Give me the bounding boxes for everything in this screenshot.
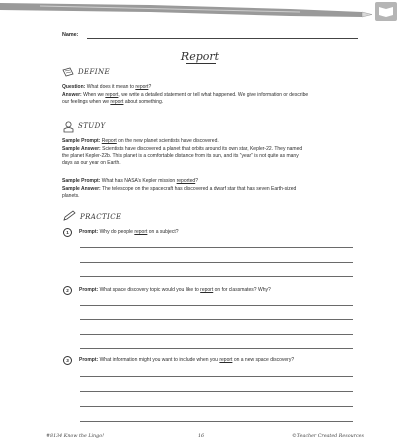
- answer-line[interactable]: [80, 334, 353, 335]
- answer-line[interactable]: [80, 406, 353, 407]
- practice-pencil-icon: [63, 210, 76, 221]
- practice-prompt-2: Prompt: What space discovery topic would you like to report on for classmates? Why?: [79, 287, 271, 293]
- footer-left: #8134 Know the Lingo!: [46, 434, 105, 439]
- study-answer-1: Sample Answer: Scientists have discovered a planet that orbits around its own star, Kepler-22. They named the planet Kepler-22b. This planet is a comfortable distance from its sun, and its “year” is not quite as many days as our year on Earth.: [62, 145, 303, 166]
- answer-line[interactable]: [80, 262, 353, 263]
- answer-line[interactable]: [80, 319, 353, 320]
- answer-line[interactable]: [80, 348, 353, 349]
- title-underline: [186, 63, 216, 64]
- define-note-icon: [62, 67, 74, 77]
- answer-line[interactable]: [80, 391, 353, 392]
- pencil-banner-icon: [0, 3, 372, 17]
- name-row: [62, 32, 358, 38]
- study-person-icon: [63, 121, 74, 133]
- footer-page-number: 16: [198, 434, 205, 439]
- study-answer-2: Sample Answer: The telescope on the spacecraft has discovered a dwarf star that has seven Earth-sized planets.: [62, 185, 297, 199]
- practice-prompt-1: Prompt: Why do people report on a subject?: [79, 229, 179, 235]
- practice-heading: PRACTICE: [80, 213, 122, 221]
- practice-number-3: 3: [63, 356, 72, 365]
- name-label: Name:: [62, 32, 79, 38]
- practice-prompt-3: Prompt: What information might you want to include when you report on a new space discovery?: [79, 357, 295, 363]
- name-line[interactable]: [87, 38, 358, 39]
- footer-right: ©Teacher Created Resources: [292, 434, 364, 439]
- page-title: Report: [180, 50, 220, 63]
- study-prompt-2: Sample Prompt: What has NASA’s Kepler mission reported?: [62, 178, 198, 184]
- practice-number-2: 2: [63, 286, 72, 295]
- answer-line[interactable]: [80, 376, 353, 377]
- header-banner: [0, 0, 400, 24]
- answer-line[interactable]: [80, 247, 353, 248]
- define-question: Question: What does it mean to report?: [62, 84, 152, 90]
- study-prompt-1: Sample Prompt: Report on the new planet scientists have discovered.: [62, 138, 219, 144]
- study-heading: STUDY: [78, 122, 106, 130]
- answer-line[interactable]: [80, 421, 353, 422]
- define-answer: Answer: When we report, we write a detailed statement or tell what happened. We give information or describe our feelings when we report about something.: [62, 92, 309, 106]
- practice-number-1: 1: [63, 228, 72, 237]
- answer-line[interactable]: [80, 305, 353, 306]
- define-heading: DEFINE: [78, 68, 110, 76]
- answer-line[interactable]: [80, 276, 353, 277]
- book-icon: [375, 2, 397, 21]
